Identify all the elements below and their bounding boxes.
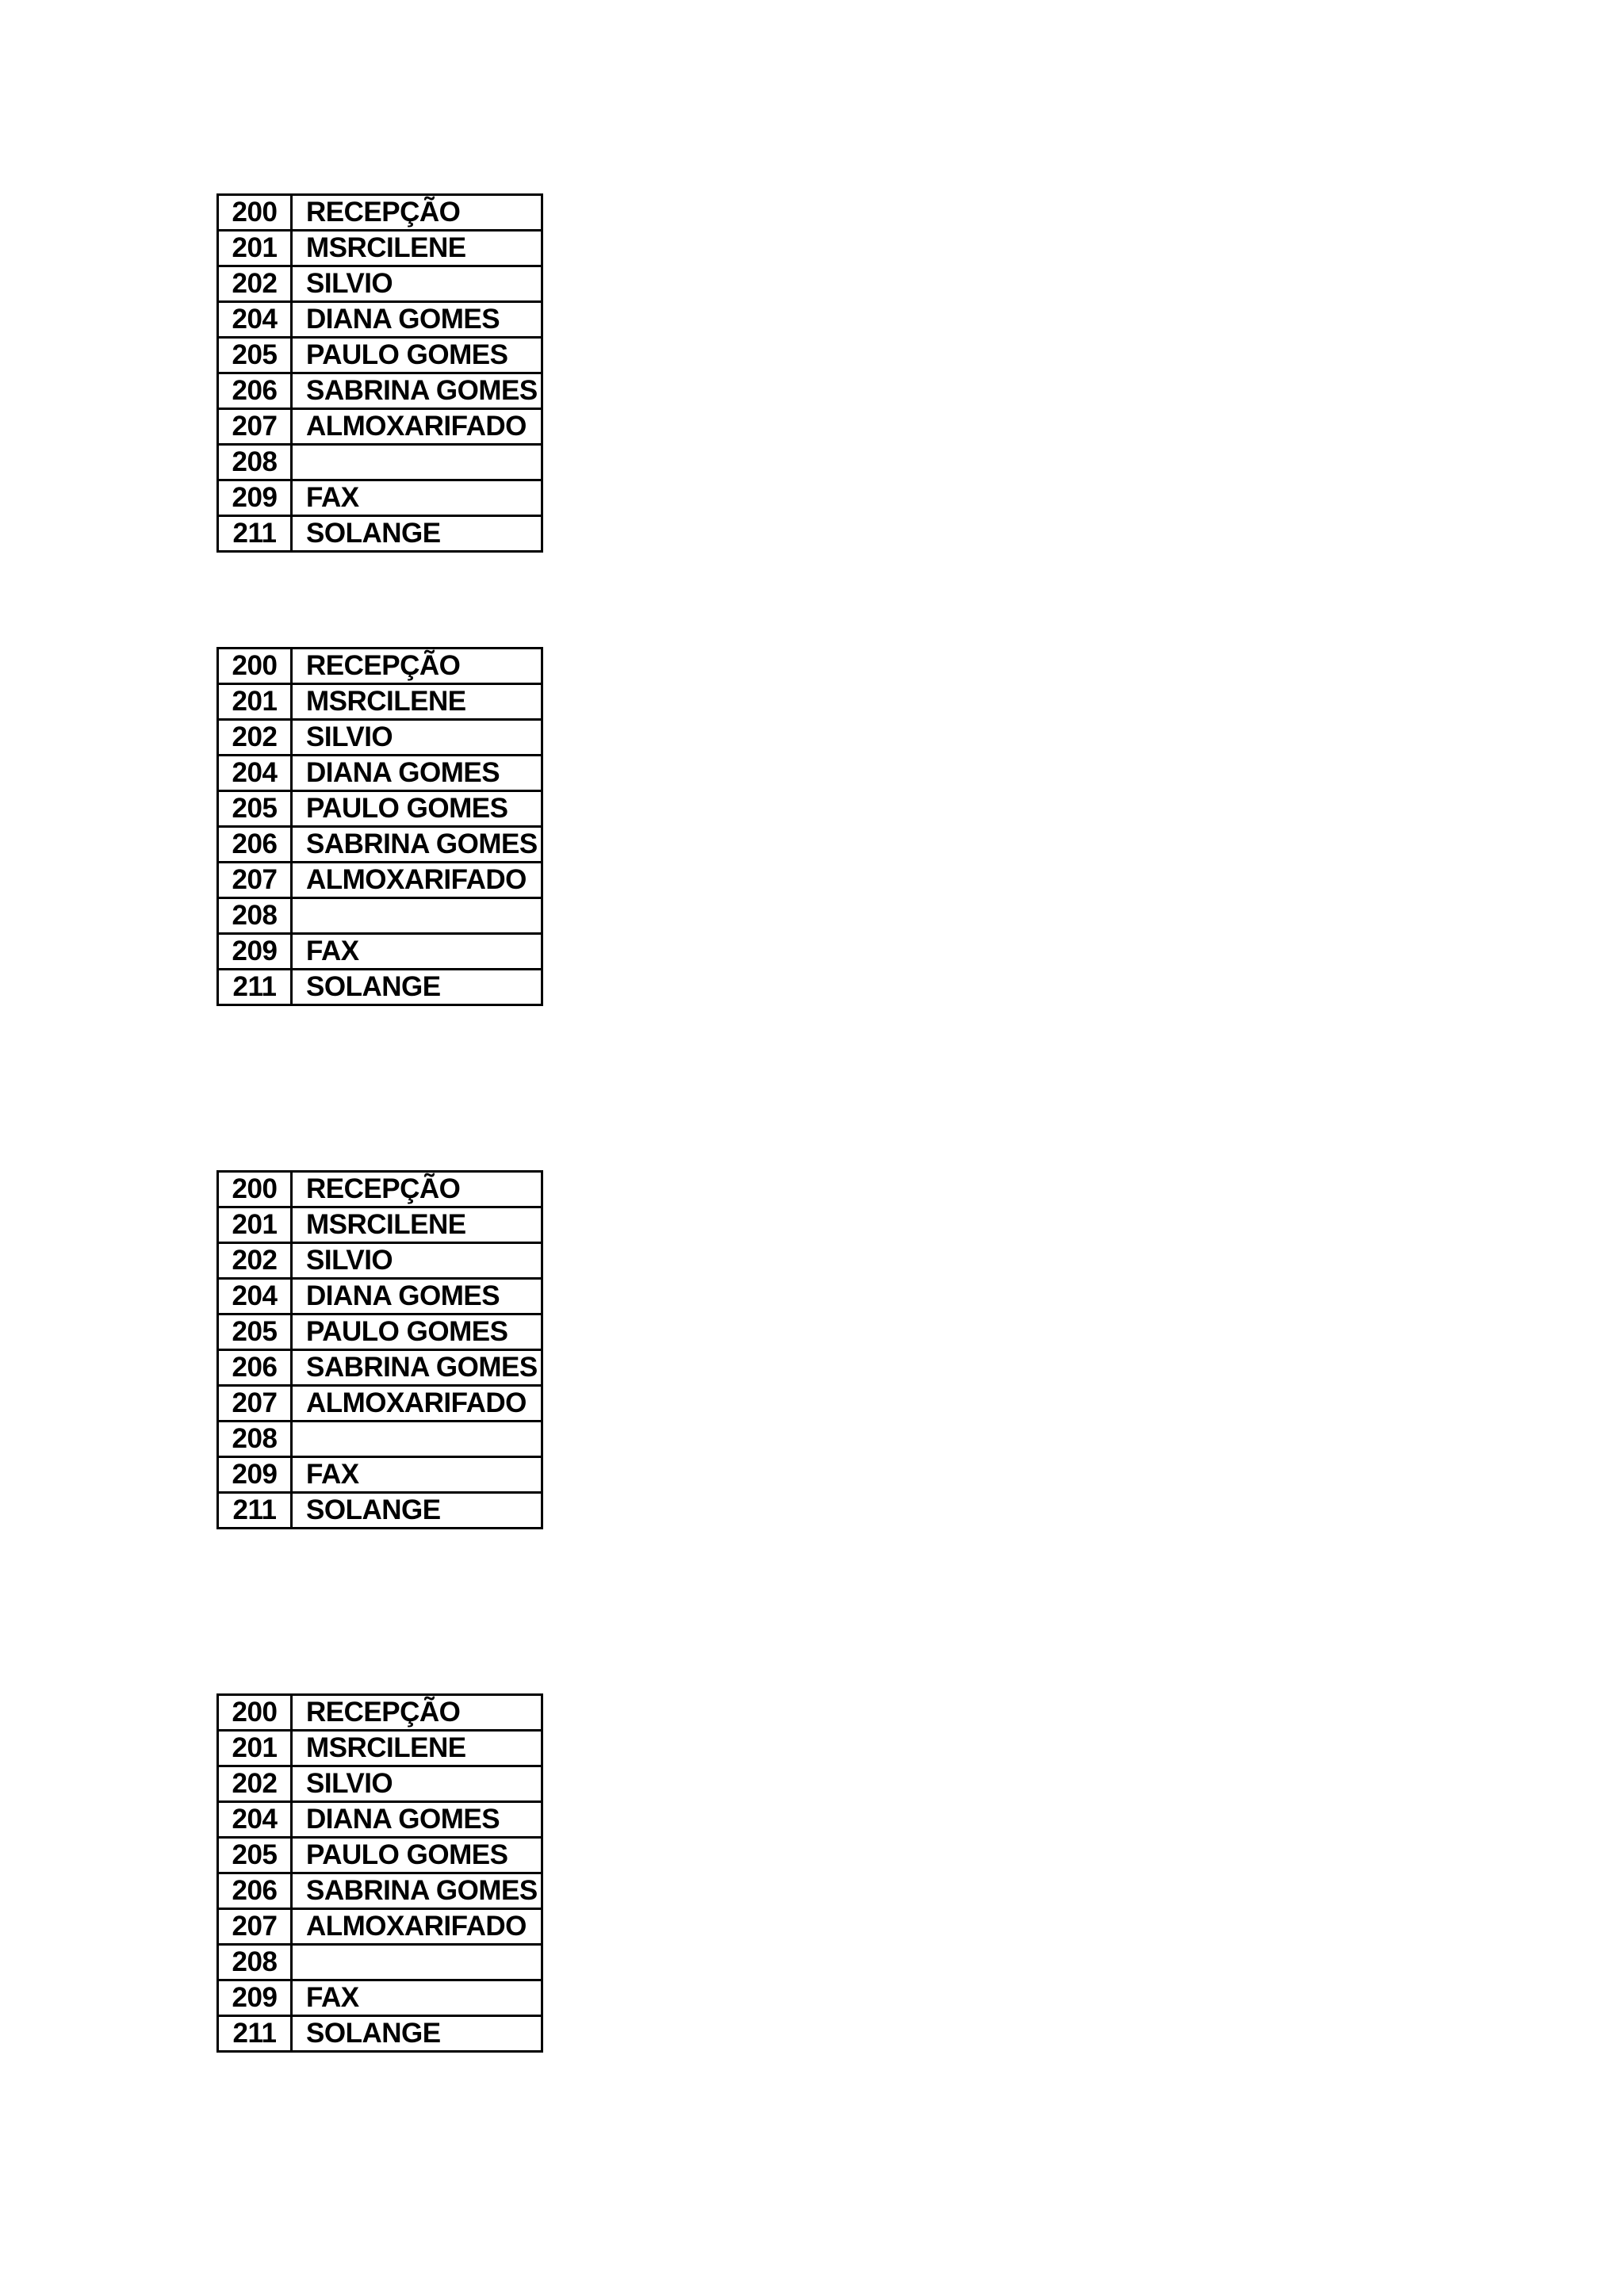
extension-number: 207: [218, 1386, 292, 1422]
table-row: [218, 1945, 542, 1980]
extension-number: 204: [218, 302, 292, 338]
table-row: [218, 863, 542, 898]
extension-number: 206: [218, 1873, 292, 1909]
table-row: [218, 1386, 542, 1422]
table-row: [218, 480, 542, 516]
extension-number: 202: [218, 720, 292, 756]
extension-number: 205: [218, 1314, 292, 1350]
extension-name: RECEPÇÃO: [292, 195, 542, 231]
extension-number: 208: [218, 898, 292, 934]
table-row: [218, 1873, 542, 1909]
extension-number: 201: [218, 684, 292, 720]
extension-number: 209: [218, 1457, 292, 1493]
extension-name: SABRINA GOMES: [292, 373, 542, 409]
extension-name: ALMOXARIFADO: [292, 1909, 542, 1945]
table-row: [218, 1802, 542, 1838]
table-row: [218, 649, 542, 684]
extension-table: [216, 1170, 543, 1529]
extension-name: SABRINA GOMES: [292, 827, 542, 863]
extension-name: SILVIO: [292, 1243, 542, 1279]
extension-name: FAX: [292, 934, 542, 970]
extension-number: 211: [218, 1493, 292, 1529]
extension-name: ALMOXARIFADO: [292, 863, 542, 898]
extension-name: MSRCILENE: [292, 231, 542, 266]
extension-number: 205: [218, 338, 292, 373]
table-row: [218, 1493, 542, 1529]
table-row: [218, 1980, 542, 2016]
extension-name: SILVIO: [292, 266, 542, 302]
table-row: [218, 1314, 542, 1350]
extension-name: PAULO GOMES: [292, 1314, 542, 1350]
extension-number: 205: [218, 791, 292, 827]
extension-name: PAULO GOMES: [292, 1838, 542, 1873]
table-row: [218, 1731, 542, 1766]
extension-name: DIANA GOMES: [292, 1802, 542, 1838]
extension-name: FAX: [292, 480, 542, 516]
table-row: [218, 934, 542, 970]
extension-number: 200: [218, 649, 292, 684]
extension-name: SOLANGE: [292, 516, 542, 552]
extension-name: ALMOXARIFADO: [292, 409, 542, 445]
extension-table: [216, 193, 543, 553]
extension-number: 200: [218, 1695, 292, 1731]
table-row: [218, 1909, 542, 1945]
extension-number: 204: [218, 756, 292, 791]
extension-number: 201: [218, 1207, 292, 1243]
extension-name: MSRCILENE: [292, 1207, 542, 1243]
extension-number: 202: [218, 266, 292, 302]
table-row: [218, 1766, 542, 1802]
extension-name: SABRINA GOMES: [292, 1350, 542, 1386]
extension-name: PAULO GOMES: [292, 338, 542, 373]
extension-name: [292, 445, 542, 480]
table-row: [218, 791, 542, 827]
extension-name: RECEPÇÃO: [292, 1695, 542, 1731]
table-row: [218, 516, 542, 552]
extension-name: RECEPÇÃO: [292, 649, 542, 684]
extension-number: 207: [218, 863, 292, 898]
extension-name: SOLANGE: [292, 2016, 542, 2052]
extension-number: 208: [218, 1422, 292, 1457]
table-row: [218, 756, 542, 791]
extension-name: FAX: [292, 1980, 542, 2016]
extension-number: 204: [218, 1802, 292, 1838]
extension-name: [292, 1422, 542, 1457]
extension-number: 211: [218, 970, 292, 1005]
table-row: [218, 2016, 542, 2052]
extension-name: SOLANGE: [292, 1493, 542, 1529]
extension-number: 202: [218, 1766, 292, 1802]
extension-number: 200: [218, 195, 292, 231]
extension-number: 201: [218, 231, 292, 266]
extension-number: 205: [218, 1838, 292, 1873]
extension-name: ALMOXARIFADO: [292, 1386, 542, 1422]
table-row: [218, 1350, 542, 1386]
extension-number: 200: [218, 1172, 292, 1207]
extension-table: [216, 647, 543, 1006]
table-row: [218, 373, 542, 409]
extension-number: 208: [218, 445, 292, 480]
extension-name: MSRCILENE: [292, 684, 542, 720]
table-row: [218, 1838, 542, 1873]
table-row: [218, 898, 542, 934]
extension-number: 209: [218, 1980, 292, 2016]
table-row: [218, 720, 542, 756]
extension-number: 207: [218, 1909, 292, 1945]
extension-number: 209: [218, 934, 292, 970]
extension-name: DIANA GOMES: [292, 1279, 542, 1314]
table-row: [218, 302, 542, 338]
extension-name: [292, 1945, 542, 1980]
extension-number: 202: [218, 1243, 292, 1279]
extension-name: SOLANGE: [292, 970, 542, 1005]
table-row: [218, 1207, 542, 1243]
extension-name: [292, 898, 542, 934]
extension-name: SILVIO: [292, 1766, 542, 1802]
extension-name: SABRINA GOMES: [292, 1873, 542, 1909]
extension-name: DIANA GOMES: [292, 302, 542, 338]
extension-number: 208: [218, 1945, 292, 1980]
table-row: [218, 195, 542, 231]
extension-name: FAX: [292, 1457, 542, 1493]
extension-number: 204: [218, 1279, 292, 1314]
table-row: [218, 409, 542, 445]
table-row: [218, 1457, 542, 1493]
extension-name: MSRCILENE: [292, 1731, 542, 1766]
table-row: [218, 338, 542, 373]
extension-name: SILVIO: [292, 720, 542, 756]
extension-number: 209: [218, 480, 292, 516]
extension-name: PAULO GOMES: [292, 791, 542, 827]
table-row: [218, 266, 542, 302]
extension-number: 206: [218, 373, 292, 409]
table-row: [218, 1243, 542, 1279]
extension-number: 211: [218, 2016, 292, 2052]
table-row: [218, 1695, 542, 1731]
extension-number: 206: [218, 827, 292, 863]
extension-number: 207: [218, 409, 292, 445]
table-row: [218, 827, 542, 863]
extension-number: 206: [218, 1350, 292, 1386]
table-row: [218, 970, 542, 1005]
table-row: [218, 1279, 542, 1314]
extension-name: RECEPÇÃO: [292, 1172, 542, 1207]
extension-name: DIANA GOMES: [292, 756, 542, 791]
extension-number: 211: [218, 516, 292, 552]
table-row: [218, 1422, 542, 1457]
table-row: [218, 1172, 542, 1207]
table-row: [218, 231, 542, 266]
table-row: [218, 445, 542, 480]
extension-table: [216, 1693, 543, 2053]
extension-number: 201: [218, 1731, 292, 1766]
table-row: [218, 684, 542, 720]
